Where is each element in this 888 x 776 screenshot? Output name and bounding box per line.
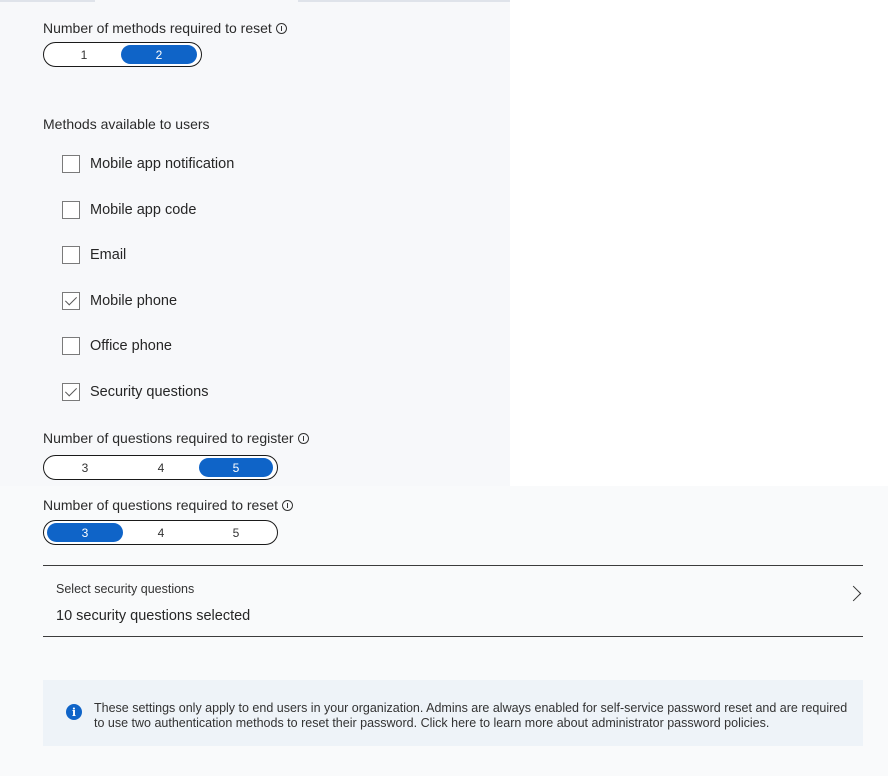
divider <box>43 636 863 637</box>
info-icon[interactable] <box>282 500 293 511</box>
reset-methods-option-1[interactable]: 1 <box>80 47 88 62</box>
security-questions-checkbox[interactable] <box>62 383 80 401</box>
info-icon[interactable] <box>276 23 287 34</box>
office-phone-checkbox[interactable] <box>62 337 80 355</box>
questions-register-option-3[interactable]: 3 <box>81 460 89 475</box>
top-border <box>298 0 510 2</box>
settings-panel-upper <box>0 0 510 486</box>
method-mobile-phone[interactable]: Mobile phone <box>62 292 177 310</box>
questions-reset-option-4[interactable]: 4 <box>157 525 165 540</box>
questions-reset-label: Number of questions required to reset <box>43 497 293 513</box>
questions-register-label: Number of questions required to register <box>43 430 309 446</box>
top-border <box>0 0 95 2</box>
method-email[interactable]: Email <box>62 246 126 264</box>
select-security-questions-label: Select security questions <box>56 582 195 596</box>
questions-register-toggle[interactable] <box>43 455 278 480</box>
method-mobile-app-code[interactable]: Mobile app code <box>62 201 196 219</box>
reset-methods-label: Number of methods required to reset <box>43 20 287 36</box>
reset-methods-toggle[interactable] <box>43 42 202 67</box>
questions-reset-toggle[interactable] <box>43 520 278 545</box>
mobile-phone-checkbox[interactable] <box>62 292 80 310</box>
method-security-questions[interactable]: Security questions <box>62 383 208 401</box>
admin-policy-notice[interactable] <box>43 680 863 746</box>
questions-register-option-4[interactable]: 4 <box>157 460 165 475</box>
questions-reset-option-3[interactable]: 3 <box>47 523 123 542</box>
notice-text[interactable]: These settings only apply to end users in your organization. Admins are always enabled for self-service password reset and are required to use two authentication methods to reset their password. Click here to learn more about administrator password policies. <box>94 701 848 730</box>
questions-register-option-5[interactable]: 5 <box>199 458 273 477</box>
methods-available-label: Methods available to users <box>43 116 210 132</box>
info-icon[interactable] <box>298 433 309 444</box>
info-icon: i <box>66 704 82 720</box>
reset-methods-option-2[interactable]: 2 <box>121 45 197 64</box>
questions-reset-option-5[interactable]: 5 <box>232 525 240 540</box>
mobile-app-notification-checkbox[interactable] <box>62 155 80 173</box>
select-security-questions[interactable] <box>43 566 863 636</box>
email-checkbox[interactable] <box>62 246 80 264</box>
method-mobile-app-notification[interactable]: Mobile app notification <box>62 155 234 173</box>
chevron-right-icon[interactable] <box>846 586 862 602</box>
security-questions-count: 10 security questions selected <box>56 608 251 624</box>
method-office-phone[interactable]: Office phone <box>62 337 172 355</box>
mobile-app-code-checkbox[interactable] <box>62 201 80 219</box>
